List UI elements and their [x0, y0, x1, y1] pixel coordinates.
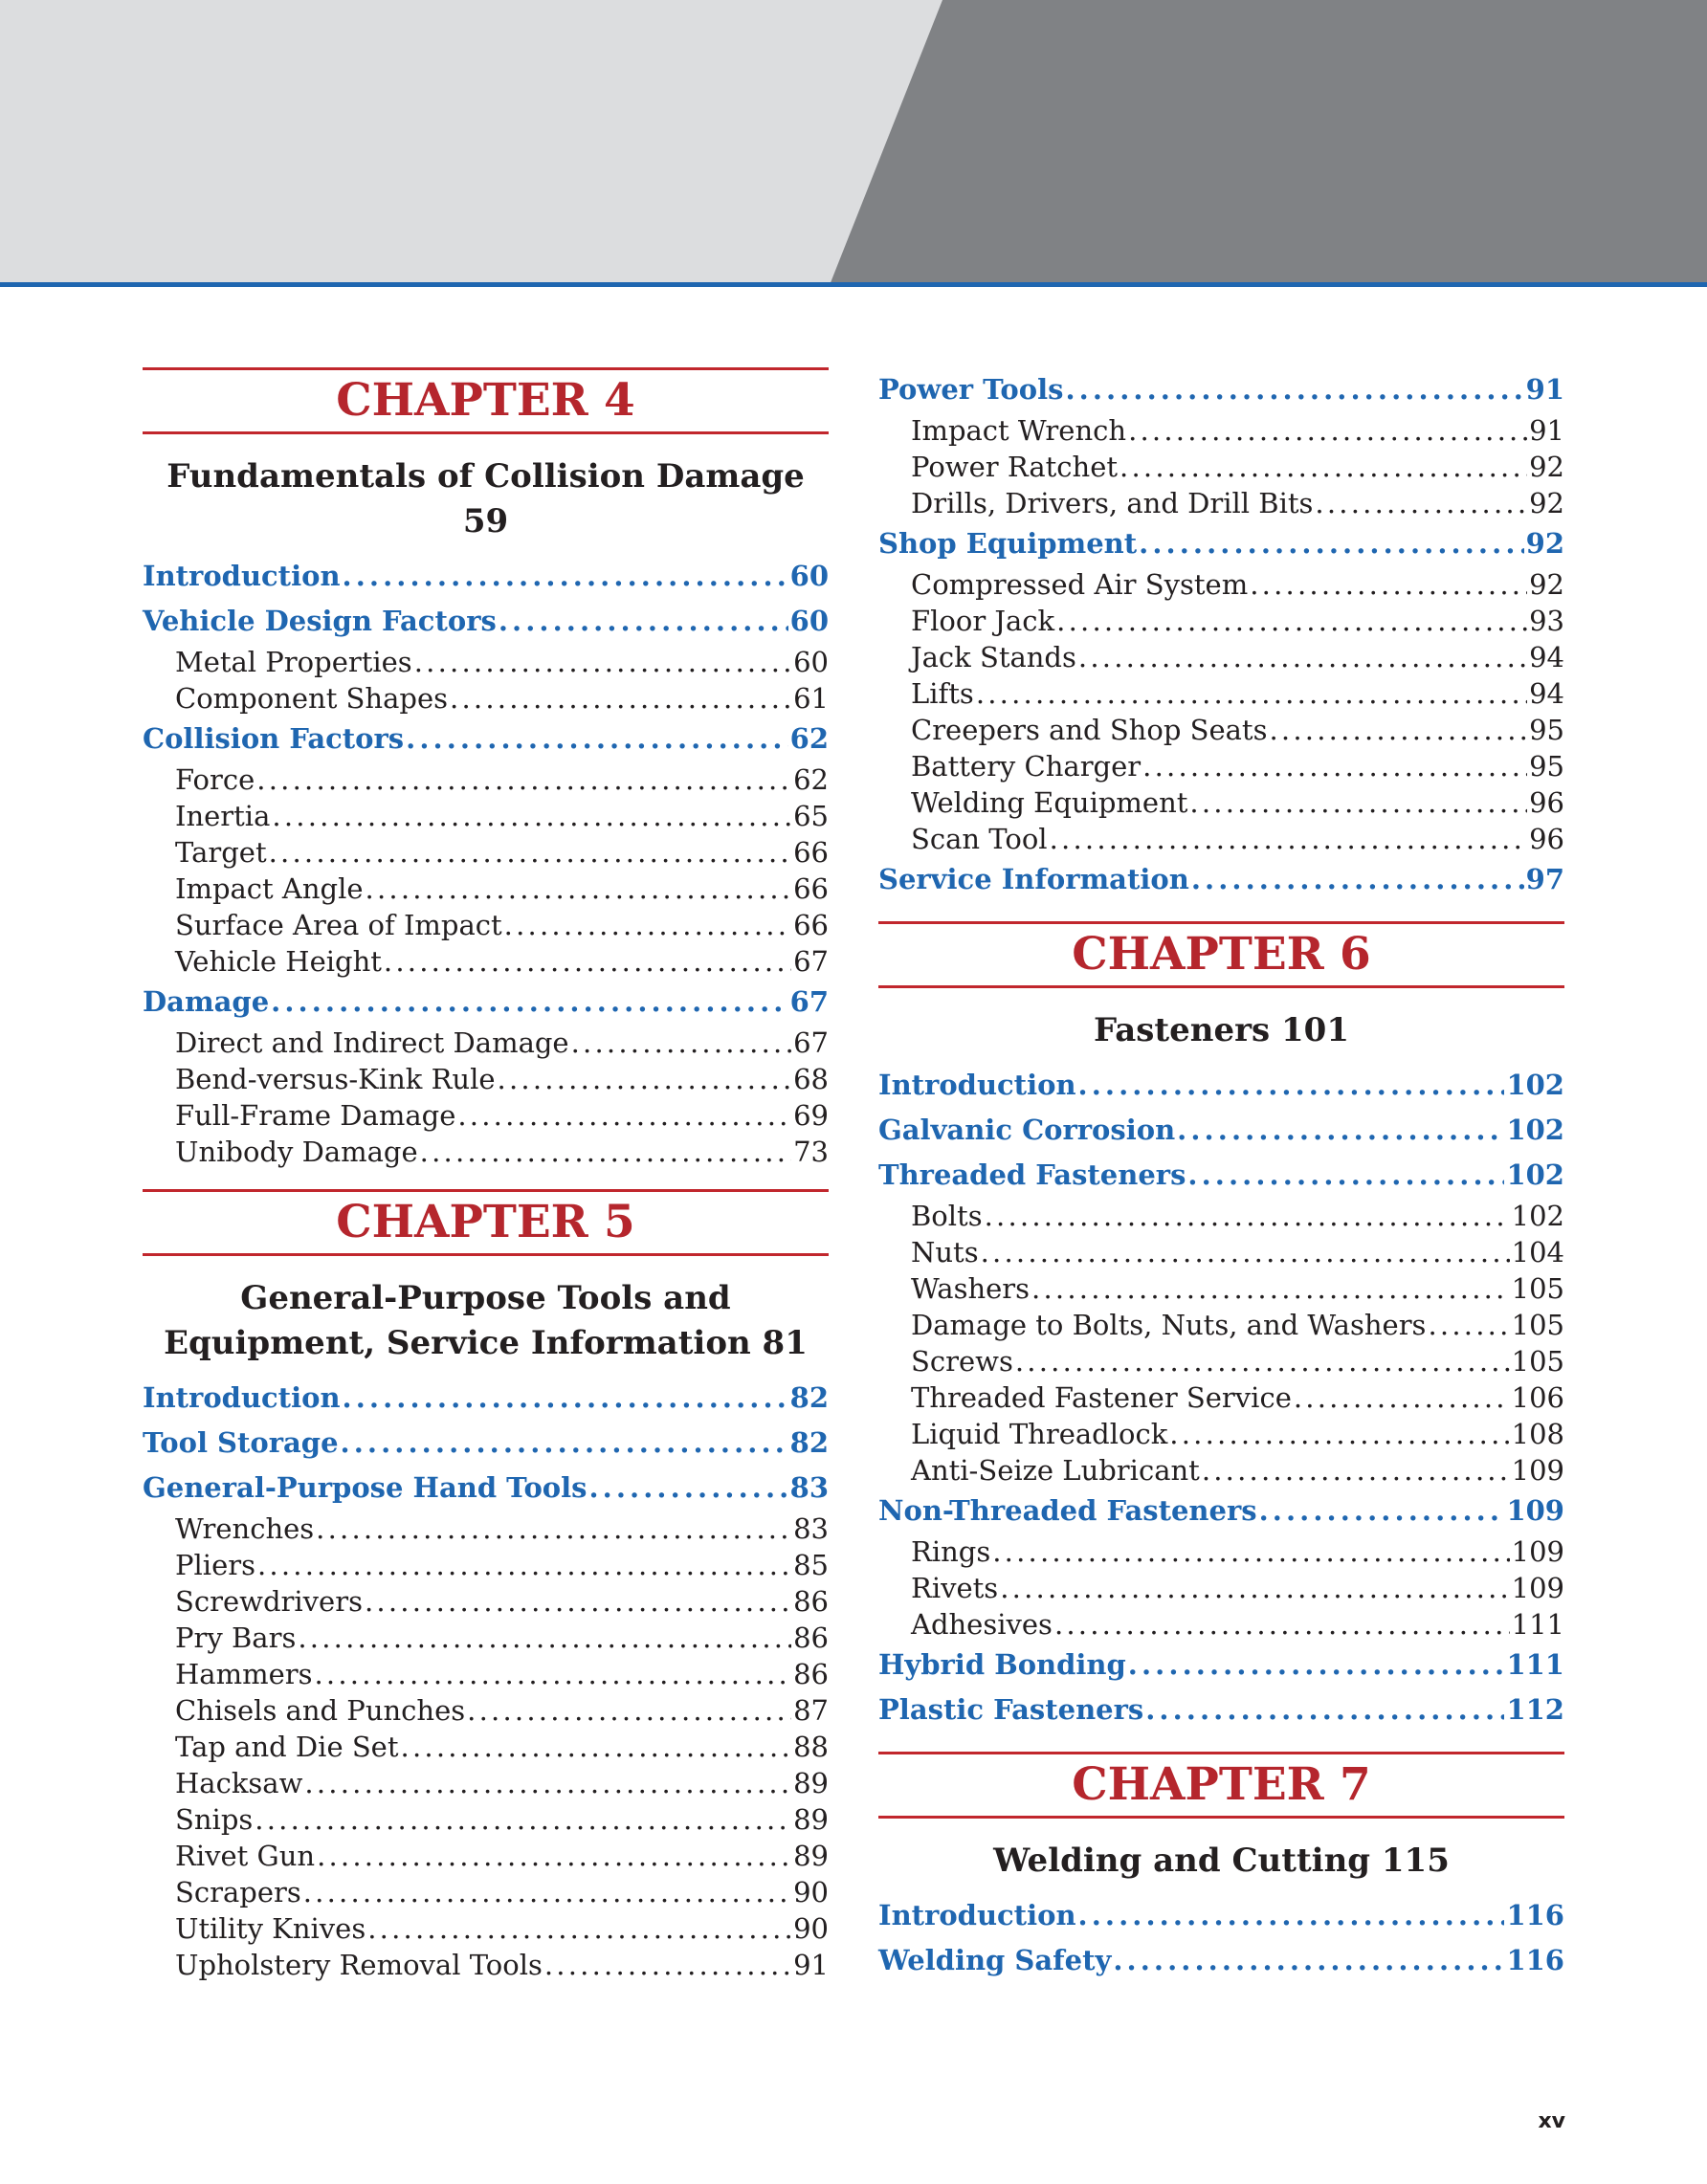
- toc-entry-label: Unibody Damage: [175, 1136, 418, 1168]
- toc-entry-page: 116: [1506, 1899, 1564, 1931]
- dot-leader: [366, 871, 792, 907]
- dot-leader: [384, 943, 791, 980]
- toc-subsection-entry[interactable]: [878, 821, 1564, 857]
- toc-subsection-entry[interactable]: [878, 1570, 1564, 1606]
- dot-leader: [272, 798, 791, 834]
- dot-leader: [271, 980, 787, 1025]
- toc-entry-label: Battery Charger: [911, 750, 1142, 783]
- toc-subsection-entry[interactable]: [143, 1801, 829, 1838]
- dot-leader: [316, 1511, 791, 1547]
- header-dark-panel: [830, 0, 1707, 285]
- toc-entry-label: Damage: [143, 985, 270, 1018]
- toc-entry-label: Hybrid Bonding: [878, 1648, 1126, 1681]
- toc-entry-page: 66: [793, 872, 829, 905]
- toc-entry-page: 109: [1506, 1494, 1564, 1527]
- dot-leader: [1113, 1938, 1504, 1983]
- toc-left-column: [143, 364, 829, 1983]
- toc-entry-label: Power Tools: [878, 373, 1064, 406]
- dot-leader: [1128, 1643, 1505, 1688]
- toc-section-entry[interactable]: [878, 857, 1564, 902]
- toc-entry-label: Wrenches: [175, 1512, 315, 1545]
- toc-entry-page: 102: [1506, 1069, 1564, 1101]
- dot-leader: [1120, 449, 1527, 485]
- toc-subsection-entry[interactable]: [143, 1511, 829, 1547]
- toc-entry-page: 86: [793, 1621, 829, 1654]
- toc-section-entry[interactable]: [143, 1466, 829, 1511]
- dot-leader: [571, 1025, 792, 1061]
- chapter-rule-bottom: [878, 1816, 1564, 1819]
- chapter-spacer: [878, 902, 1564, 917]
- dot-leader: [1250, 566, 1527, 603]
- toc-subsection-entry[interactable]: [143, 907, 829, 943]
- toc-entry-page: 102: [1511, 1200, 1564, 1232]
- toc-entry-page: 73: [793, 1136, 829, 1168]
- toc-subsection-entry[interactable]: [878, 1379, 1564, 1416]
- toc-section-entry[interactable]: [143, 599, 829, 644]
- toc-entry-label: Lifts: [911, 677, 974, 710]
- toc-subsection-entry[interactable]: [143, 943, 829, 980]
- dot-leader: [1259, 1489, 1505, 1533]
- dot-leader: [1269, 712, 1527, 748]
- toc-subsection-entry[interactable]: [878, 748, 1564, 784]
- toc-entry-page: 96: [1529, 823, 1564, 855]
- toc-subsection-entry[interactable]: [878, 449, 1564, 485]
- dot-leader: [1056, 603, 1527, 639]
- toc-entry-label: Introduction: [143, 1381, 341, 1414]
- dot-leader: [981, 1234, 1510, 1270]
- dot-leader: [985, 1198, 1510, 1234]
- toc-entry-page: 105: [1511, 1272, 1564, 1305]
- toc-entry-page: 105: [1511, 1345, 1564, 1378]
- toc-section-entry[interactable]: [878, 1063, 1564, 1108]
- toc-entry-page: 66: [793, 909, 829, 941]
- toc-entry-page: 116: [1506, 1944, 1564, 1976]
- dot-leader: [498, 1061, 792, 1097]
- toc-section-entry[interactable]: [143, 1376, 829, 1421]
- toc-entry-label: Galvanic Corrosion: [878, 1114, 1176, 1146]
- toc-entry-page: 91: [1525, 373, 1564, 406]
- chapter-title: CHAPTER 5: [336, 1196, 635, 1248]
- dot-leader: [1139, 521, 1524, 566]
- toc-section-entry[interactable]: [878, 1893, 1564, 1938]
- toc-section-entry[interactable]: [878, 1938, 1564, 1983]
- toc-subsection-entry[interactable]: [878, 1452, 1564, 1489]
- toc-subsection-entry[interactable]: [143, 798, 829, 834]
- toc-entry-page: 111: [1511, 1608, 1564, 1641]
- toc-subsection-entry[interactable]: [143, 1765, 829, 1801]
- toc-subsection-entry[interactable]: [878, 412, 1564, 449]
- dot-leader: [269, 834, 791, 871]
- toc-entry-label: Surface Area of Impact: [175, 909, 502, 941]
- toc-entry-label: Impact Angle: [175, 872, 364, 905]
- dot-leader: [1078, 639, 1527, 675]
- toc-entry-label: Damage to Bolts, Nuts, and Washers: [911, 1309, 1427, 1341]
- toc-subsection-entry[interactable]: [878, 1198, 1564, 1234]
- toc-entry-page: 91: [1529, 414, 1564, 447]
- toc-subsection-entry[interactable]: [878, 566, 1564, 603]
- toc-entry-label: Rings: [911, 1535, 991, 1568]
- toc-entry-page: 92: [1529, 487, 1564, 519]
- toc-subsection-entry[interactable]: [878, 784, 1564, 821]
- dot-leader: [1145, 1688, 1504, 1732]
- dot-leader: [1177, 1108, 1504, 1153]
- toc-entry-label: Full-Frame Damage: [175, 1099, 456, 1132]
- toc-entry-page: 91: [793, 1949, 829, 1981]
- toc-subsection-entry[interactable]: [143, 1097, 829, 1134]
- toc-entry-page: 95: [1529, 750, 1564, 783]
- toc-entry-label: Service Information: [878, 863, 1189, 895]
- toc-subsection-entry[interactable]: [143, 1874, 829, 1910]
- toc-entry-label: Impact Wrench: [911, 414, 1127, 447]
- toc-subsection-entry[interactable]: [878, 712, 1564, 748]
- toc-entry-label: Floor Jack: [911, 605, 1055, 637]
- toc-entry-page: 102: [1506, 1114, 1564, 1146]
- toc-entry-page: 89: [793, 1840, 829, 1872]
- toc-entry-page: 106: [1511, 1381, 1564, 1414]
- chapter-subtitle: [143, 454, 829, 544]
- toc-entry-label: Rivet Gun: [175, 1840, 316, 1872]
- dot-leader: [1000, 1570, 1509, 1606]
- dot-leader: [1169, 1416, 1509, 1452]
- dot-leader: [365, 1583, 791, 1620]
- toc-subsection-entry[interactable]: [878, 675, 1564, 712]
- toc-entry-page: 112: [1506, 1693, 1564, 1726]
- toc-subsection-entry[interactable]: [143, 1910, 829, 1947]
- toc-entry-label: Tool Storage: [143, 1426, 339, 1459]
- toc-entry-label: Chisels and Punches: [175, 1694, 466, 1727]
- dot-leader: [1065, 367, 1523, 412]
- toc-section-entry[interactable]: [878, 1688, 1564, 1732]
- dot-leader: [406, 717, 788, 761]
- toc-entry-label: Component Shapes: [175, 682, 449, 715]
- toc-entry-page: 92: [1529, 451, 1564, 483]
- toc-entry-label: Vehicle Height: [175, 945, 382, 978]
- toc-entry-page: 105: [1511, 1309, 1564, 1341]
- toc-entry-label: Introduction: [878, 1899, 1076, 1931]
- toc-entry-page: 93: [1529, 605, 1564, 637]
- toc-entry-label: Vehicle Design Factors: [143, 605, 497, 637]
- toc-entry-page: 62: [789, 722, 829, 755]
- toc-entry-page: 89: [793, 1803, 829, 1836]
- toc-entry-label: Bend-versus-Kink Rule: [175, 1063, 496, 1095]
- dot-leader: [303, 1874, 791, 1910]
- chapter-block: [878, 921, 1564, 1748]
- toc-section-entry[interactable]: [143, 1421, 829, 1466]
- toc-section-entry[interactable]: [143, 980, 829, 1025]
- toc-entry-page: 61: [793, 682, 829, 715]
- dot-leader: [1128, 412, 1527, 449]
- toc-entry-page: 89: [793, 1767, 829, 1799]
- chapter-subtitle: [143, 1276, 829, 1366]
- toc-entry-page: 111: [1506, 1648, 1564, 1681]
- toc-entry-page: 67: [789, 985, 829, 1018]
- toc-entry-label: Tap and Die Set: [175, 1731, 399, 1763]
- toc-entry-page: 83: [789, 1471, 829, 1504]
- dot-leader: [467, 1692, 791, 1729]
- chapter-block: [878, 1752, 1564, 1983]
- toc-entry-page: 82: [789, 1381, 829, 1414]
- toc-section-entry[interactable]: [878, 367, 1564, 412]
- toc-entry-page: 92: [1529, 568, 1564, 601]
- toc-entry-label: Anti-Seize Lubricant: [911, 1454, 1200, 1487]
- dot-leader: [341, 1421, 788, 1466]
- dot-leader: [1078, 1893, 1505, 1938]
- dot-leader: [1031, 1270, 1510, 1307]
- dot-leader: [257, 1547, 791, 1583]
- dot-leader: [304, 1765, 791, 1801]
- toc-section-entry[interactable]: [143, 554, 829, 599]
- toc-right-column: [878, 367, 1564, 1983]
- toc-subsection-entry[interactable]: [878, 485, 1564, 521]
- dot-leader: [1187, 1153, 1504, 1198]
- dot-leader: [976, 675, 1527, 712]
- dot-leader: [544, 1947, 791, 1983]
- toc-entry-label: Threaded Fastener Service: [911, 1381, 1292, 1414]
- toc-section-entry[interactable]: [878, 1643, 1564, 1688]
- toc-subsection-entry[interactable]: [143, 761, 829, 798]
- dot-leader: [256, 761, 791, 798]
- chapter-title: CHAPTER 4: [336, 374, 635, 427]
- chapter-subtitle-line: Fundamentals of Collision Damage 59: [166, 457, 805, 540]
- toc-entry-label: Non-Threaded Fasteners: [878, 1494, 1257, 1527]
- dot-leader: [1054, 1606, 1510, 1643]
- toc-entry-label: Welding Equipment: [911, 786, 1188, 819]
- toc-entry-label: Introduction: [143, 560, 341, 592]
- toc-entry-label: Utility Knives: [175, 1912, 366, 1945]
- toc-section-entry[interactable]: [143, 717, 829, 761]
- toc-entry-page: 69: [793, 1099, 829, 1132]
- toc-entry-page: 102: [1506, 1158, 1564, 1191]
- chapter-subtitle: [878, 1008, 1564, 1053]
- chapter-subtitle-line: General-Purpose Tools and: [240, 1279, 731, 1317]
- dot-leader: [1315, 485, 1527, 521]
- toc-entry-label: Rivets: [911, 1572, 999, 1604]
- toc-section-entry[interactable]: [878, 1108, 1564, 1153]
- toc-subsection-entry[interactable]: [878, 639, 1564, 675]
- toc-entry-page: 109: [1511, 1454, 1564, 1487]
- toc-entry-label: Washers: [911, 1272, 1031, 1305]
- dot-leader: [367, 1910, 791, 1947]
- chapter-rule-bottom: [143, 1253, 829, 1256]
- dot-leader: [420, 1134, 791, 1170]
- chapter-block: [143, 1189, 829, 1983]
- toc-entry-page: 96: [1529, 786, 1564, 819]
- dot-leader: [1142, 748, 1527, 784]
- toc-entry-label: General-Purpose Hand Tools: [143, 1471, 587, 1504]
- toc-entry-page: 94: [1529, 677, 1564, 710]
- dot-leader: [1294, 1379, 1510, 1416]
- dot-leader: [1015, 1343, 1510, 1379]
- toc-subsection-entry[interactable]: [143, 1947, 829, 1983]
- toc-entry-label: Power Ratchet: [911, 451, 1119, 483]
- dot-leader: [1191, 857, 1524, 902]
- toc-entry-label: Force: [175, 763, 255, 796]
- toc-entry-label: Screws: [911, 1345, 1013, 1378]
- toc-subsection-entry[interactable]: [143, 1134, 829, 1170]
- toc-section-entry[interactable]: [878, 521, 1564, 566]
- chapter-subtitle-line: Equipment, Service Information 81: [164, 1324, 808, 1362]
- toc-entry-page: 60: [793, 646, 829, 678]
- toc-entry-page: 67: [793, 945, 829, 978]
- dot-leader: [298, 1620, 791, 1656]
- toc-entry-label: Collision Factors: [143, 722, 405, 755]
- toc-entry-page: 109: [1511, 1572, 1564, 1604]
- toc-subsection-entry[interactable]: [143, 1583, 829, 1620]
- toc-section-entry[interactable]: [878, 1489, 1564, 1533]
- toc-entry-label: Hammers: [175, 1658, 313, 1690]
- toc-entry-page: 68: [793, 1063, 829, 1095]
- toc-entry-page: 88: [793, 1731, 829, 1763]
- chapter-subtitle-line: Welding and Cutting 115: [993, 1842, 1450, 1880]
- toc-entry-page: 87: [793, 1694, 829, 1727]
- toc-entry-label: Introduction: [878, 1069, 1076, 1101]
- header-blue-rule: [0, 282, 1707, 287]
- toc-entry-page: 86: [793, 1585, 829, 1618]
- toc-entry-page: 104: [1511, 1236, 1564, 1268]
- dot-leader: [499, 599, 788, 644]
- toc-entry-page: 97: [1525, 863, 1564, 895]
- toc-entry-page: 94: [1529, 641, 1564, 673]
- dot-leader: [450, 680, 791, 717]
- toc-entry-label: Metal Properties: [175, 646, 412, 678]
- toc-subsection-entry[interactable]: [143, 871, 829, 907]
- chapter-rule-bottom: [878, 985, 1564, 988]
- toc-subsection-entry[interactable]: [143, 1620, 829, 1656]
- chapter-subtitle-line: Fasteners 101: [1093, 1011, 1349, 1049]
- toc-subsection-entry[interactable]: [878, 1307, 1564, 1343]
- toc-entry-label: Bolts: [911, 1200, 983, 1232]
- chapter-rule-bottom: [143, 431, 829, 434]
- toc-entry-label: Hacksaw: [175, 1767, 303, 1799]
- toc-entry-page: 62: [793, 763, 829, 796]
- toc-subsection-entry[interactable]: [878, 1234, 1564, 1270]
- toc-subsection-entry[interactable]: [143, 644, 829, 680]
- toc-subsection-entry[interactable]: [143, 1061, 829, 1097]
- toc-entry-label: Inertia: [175, 800, 271, 832]
- header-banner: [0, 0, 1707, 287]
- toc-subsection-entry[interactable]: [878, 1533, 1564, 1570]
- toc-subsection-entry[interactable]: [143, 1656, 829, 1692]
- toc-subsection-entry[interactable]: [878, 1416, 1564, 1452]
- chapter-block: [143, 367, 829, 1185]
- toc-entry-label: Compressed Air System: [911, 568, 1249, 601]
- toc-entry-page: 95: [1529, 714, 1564, 746]
- chapter-spacer: [143, 1170, 829, 1185]
- dot-leader: [1189, 784, 1527, 821]
- toc-entry-page: 60: [789, 560, 829, 592]
- toc-entry-label: Snips: [175, 1803, 254, 1836]
- chapter-title: CHAPTER 6: [1072, 928, 1371, 981]
- toc-subsection-entry[interactable]: [143, 1025, 829, 1061]
- dot-leader: [588, 1466, 787, 1511]
- dot-leader: [343, 554, 788, 599]
- toc-entry-label: Plastic Fasteners: [878, 1693, 1144, 1726]
- toc-subsection-entry[interactable]: [878, 1270, 1564, 1307]
- dot-leader: [317, 1838, 791, 1874]
- dot-leader: [1202, 1452, 1510, 1489]
- toc-entry-page: 85: [793, 1549, 829, 1581]
- toc-entry-label: Scan Tool: [911, 823, 1048, 855]
- chapter-subtitle: [878, 1839, 1564, 1884]
- toc-entry-page: 60: [789, 605, 829, 637]
- toc-entry-label: Threaded Fasteners: [878, 1158, 1186, 1191]
- toc-subsection-entry[interactable]: [878, 603, 1564, 639]
- toc-subsection-entry[interactable]: [143, 1547, 829, 1583]
- toc-subsection-entry[interactable]: [878, 1606, 1564, 1643]
- toc-entry-page: 83: [793, 1512, 829, 1545]
- toc-entry-label: Jack Stands: [911, 641, 1076, 673]
- chapter-block: [878, 367, 1564, 917]
- toc-entry-label: Direct and Indirect Damage: [175, 1026, 569, 1059]
- dot-leader: [1050, 821, 1528, 857]
- toc-subsection-entry[interactable]: [143, 834, 829, 871]
- toc-subsection-entry[interactable]: [878, 1343, 1564, 1379]
- dot-leader: [315, 1656, 792, 1692]
- chapter-spacer: [878, 1732, 1564, 1748]
- toc-subsection-entry[interactable]: [143, 1692, 829, 1729]
- toc-entry-label: Pry Bars: [175, 1621, 297, 1654]
- dot-leader: [401, 1729, 792, 1765]
- dot-leader: [457, 1097, 791, 1134]
- toc-entry-page: 66: [793, 836, 829, 869]
- dot-leader: [504, 907, 791, 943]
- toc-entry-page: 65: [793, 800, 829, 832]
- toc-subsection-entry[interactable]: [143, 680, 829, 717]
- toc-entry-page: 90: [793, 1912, 829, 1945]
- toc-entry-label: Scrapers: [175, 1876, 301, 1908]
- page-number: xv: [1538, 2109, 1565, 2133]
- toc-entry-label: Creepers and Shop Seats: [911, 714, 1268, 746]
- toc-entry-label: Drills, Drivers, and Drill Bits: [911, 487, 1314, 519]
- toc-entry-page: 92: [1525, 527, 1564, 560]
- chapter-title: CHAPTER 7: [1072, 1758, 1371, 1811]
- toc-entry-label: Target: [175, 836, 267, 869]
- toc-subsection-entry[interactable]: [143, 1729, 829, 1765]
- dot-leader: [414, 644, 791, 680]
- toc-entry-label: Liquid Threadlock: [911, 1418, 1168, 1450]
- toc-subsection-entry[interactable]: [143, 1838, 829, 1874]
- toc-entry-page: 82: [789, 1426, 829, 1459]
- toc-entry-page: 109: [1511, 1535, 1564, 1568]
- toc-entry-label: Nuts: [911, 1236, 979, 1268]
- dot-leader: [1078, 1063, 1505, 1108]
- toc-entry-label: Adhesives: [911, 1608, 1053, 1641]
- dot-leader: [992, 1533, 1509, 1570]
- toc-entry-label: Welding Safety: [878, 1944, 1112, 1976]
- toc-entry-page: 108: [1511, 1418, 1564, 1450]
- toc-section-entry[interactable]: [878, 1153, 1564, 1198]
- dot-leader: [255, 1801, 791, 1838]
- toc-entry-page: 67: [793, 1026, 829, 1059]
- toc-entry-page: 90: [793, 1876, 829, 1908]
- toc-entry-label: Pliers: [175, 1549, 255, 1581]
- toc-entry-label: Screwdrivers: [175, 1585, 363, 1618]
- dot-leader: [1428, 1307, 1509, 1343]
- dot-leader: [343, 1376, 788, 1421]
- toc-entry-label: Shop Equipment: [878, 527, 1138, 560]
- toc-entry-page: 86: [793, 1658, 829, 1690]
- toc-entry-label: Upholstery Removal Tools: [175, 1949, 543, 1981]
